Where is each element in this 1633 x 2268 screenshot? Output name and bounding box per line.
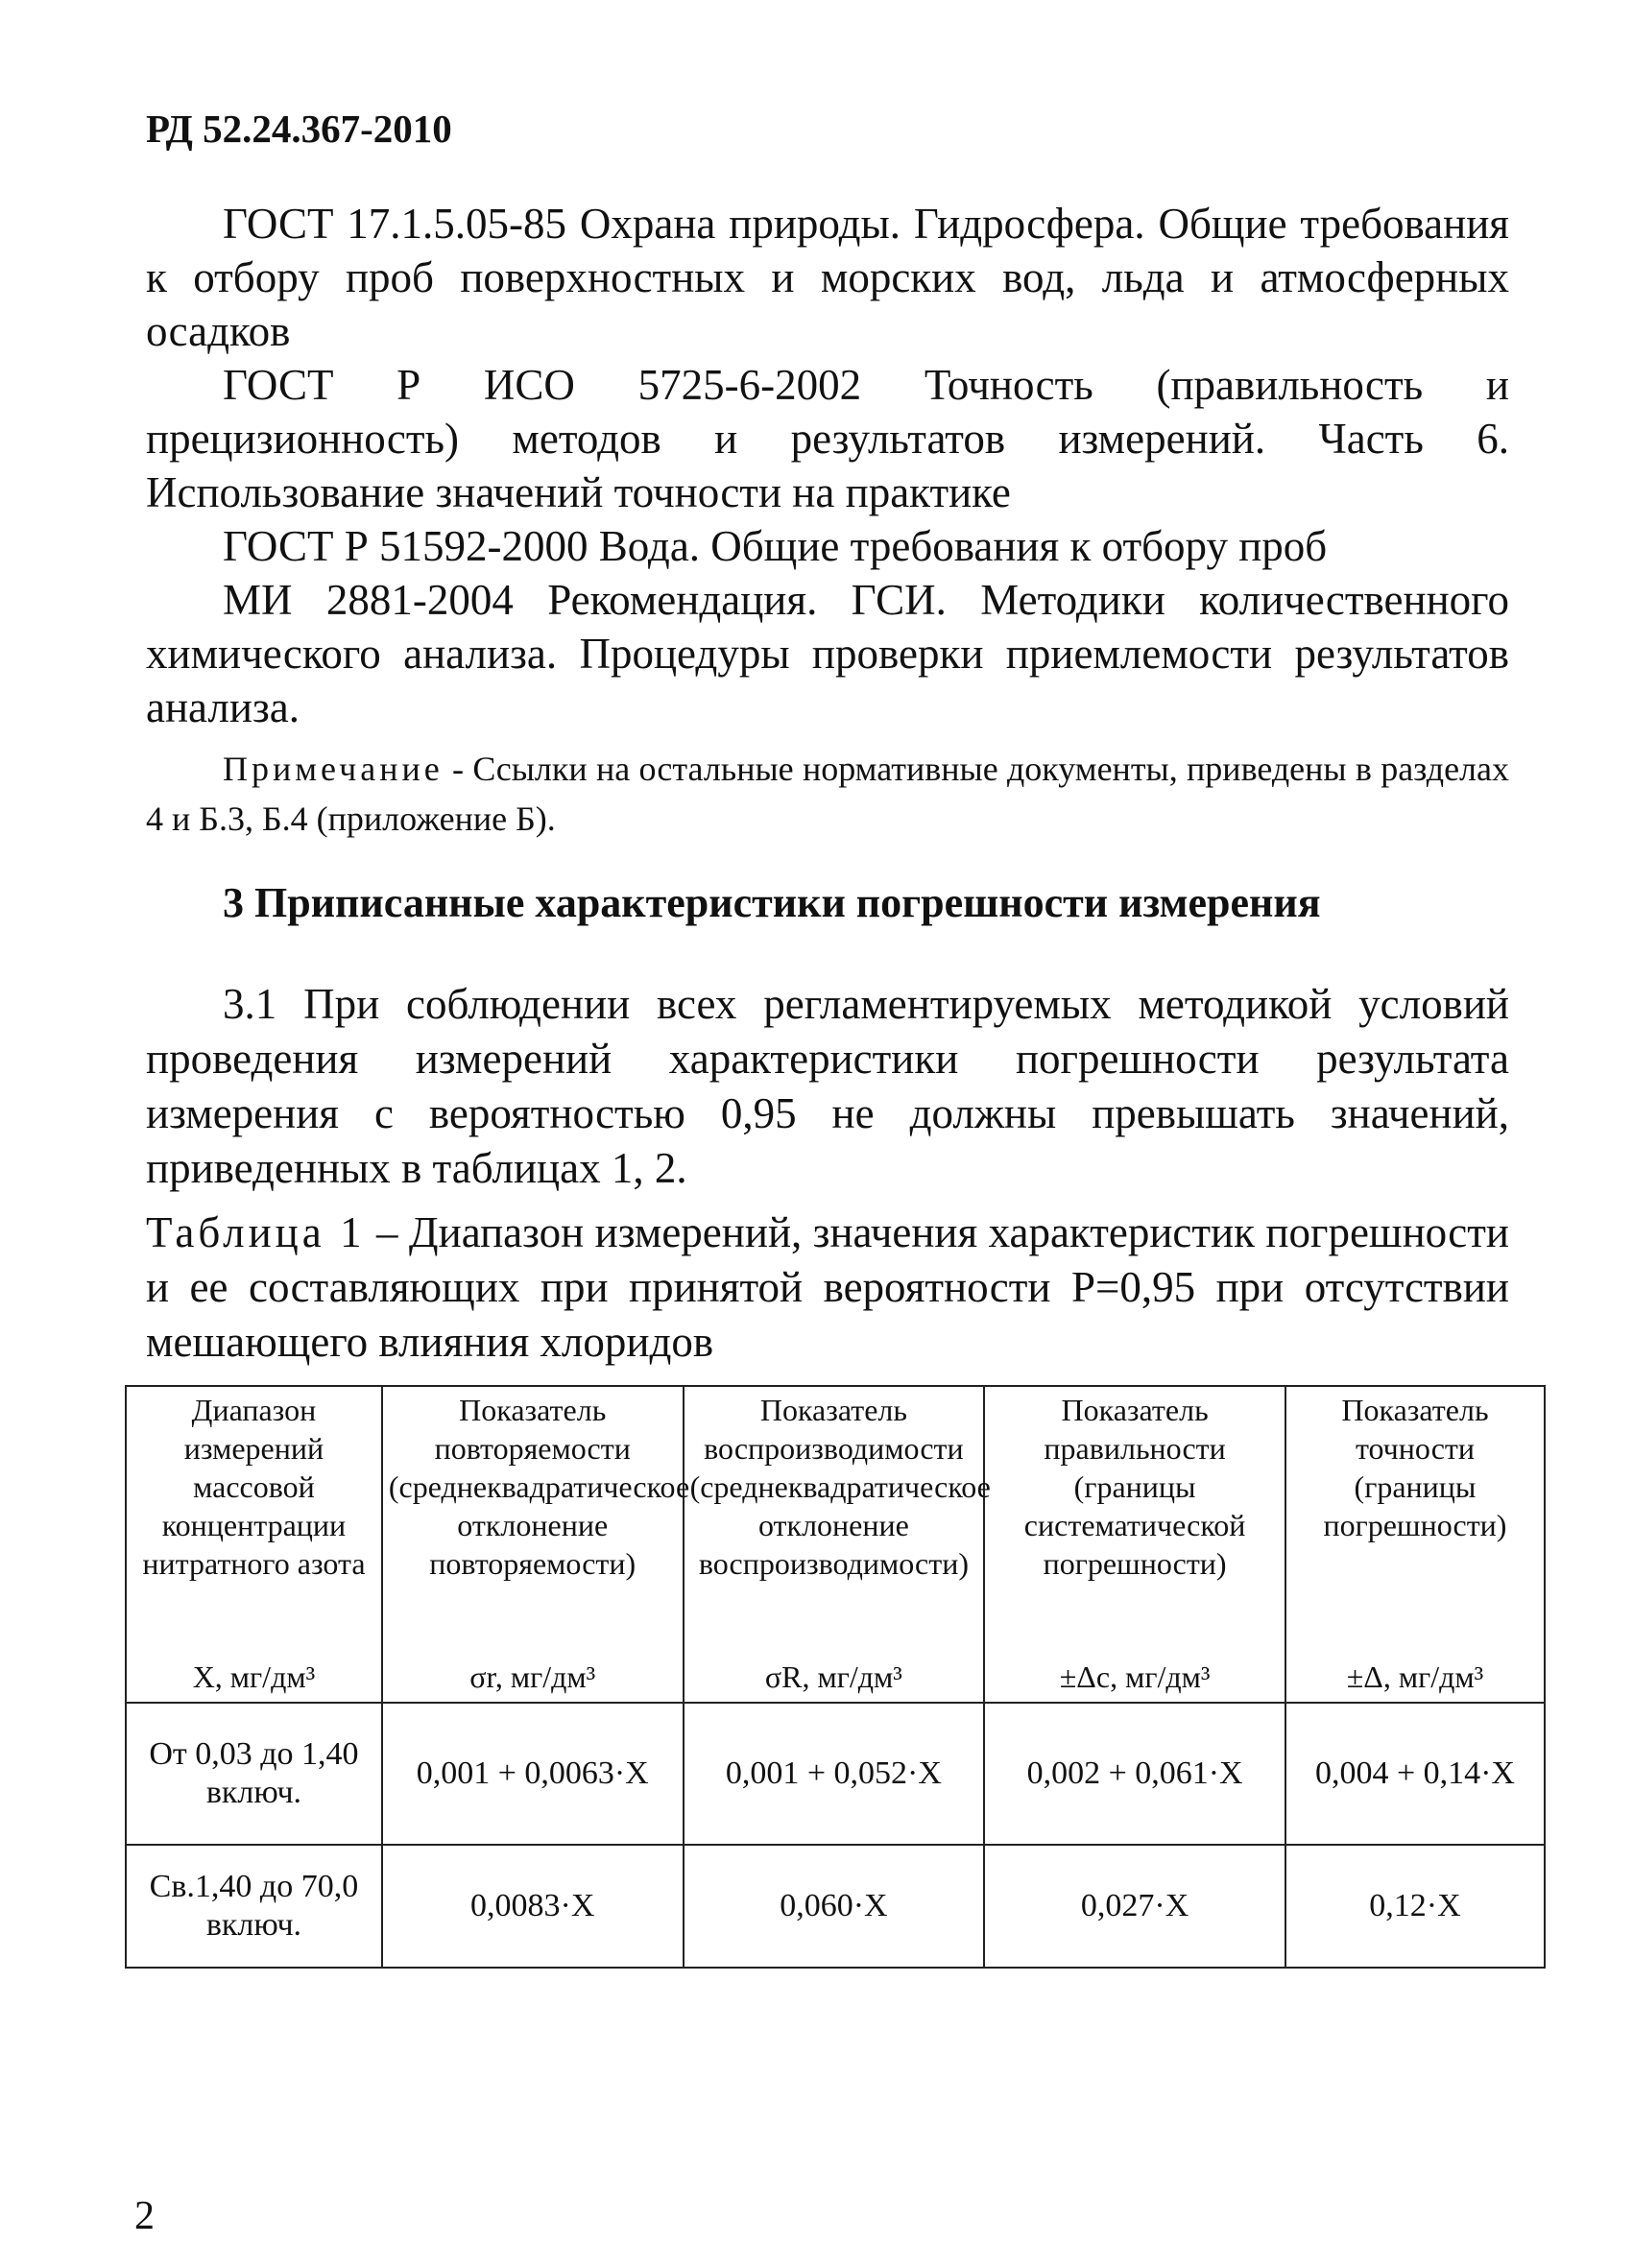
table-cell: От 0,03 до 1,40 включ. (126, 1703, 382, 1845)
normative-references (146, 197, 1509, 734)
header-text: Диапазон измерений массовой концентрации нитратного азота (142, 1393, 366, 1581)
note (146, 744, 1509, 844)
table-cell: 0,060·Х (684, 1845, 985, 1968)
header-text: Показатель точности (границы погрешности) (1323, 1393, 1507, 1542)
table-cell: 0,027·Х (984, 1845, 1285, 1968)
table-cell: Св.1,40 до 70,0 включ. (126, 1845, 382, 1968)
table-cell: 0,001 + 0,052·Х (684, 1703, 985, 1845)
page-number: 2 (134, 2194, 155, 2238)
table-cell: 0,001 + 0,0063·Х (382, 1703, 684, 1845)
header-unit: ±Δc, мг/дм³ (1059, 1659, 1211, 1694)
reference-item: ГОСТ 17.1.5.05-85 Охрана природы. Гидросфера. Общие требования к отбору проб поверхностных и морских вод, льда и атмосферных осадков (146, 200, 1509, 355)
header-unit: σr, мг/дм³ (469, 1659, 596, 1694)
reference-item: ГОСТ Р ИСО 5725-6-2002 Точность (правильность и прецизионность) методов и результатов измерений. Часть 6. Использование значений точности на практике (146, 361, 1509, 516)
section-title: 3 Приписанные характеристики погрешности измерения (223, 879, 1321, 926)
table-header-cell (984, 1386, 1285, 1703)
table-caption-label: Таблица 1 (146, 1208, 366, 1256)
header-unit: Х, мг/дм³ (192, 1659, 316, 1694)
table-cell: 0,002 + 0,061·Х (984, 1703, 1285, 1845)
reference-item: ГОСТ Р 51592-2000 Вода. Общие требования к отбору проб (223, 522, 1328, 570)
header-text: Показатель повторяемости (среднеквадратическое отклонение повторяемости) (388, 1393, 690, 1581)
table-cell: 0,12·Х (1285, 1845, 1545, 1968)
header-text: Показатель правильности (границы систематической погрешности) (1023, 1393, 1246, 1581)
document-code: РД 52.24.367-2010 (146, 107, 452, 151)
table-header-cell (382, 1386, 690, 1703)
table-header-cell (1285, 1386, 1545, 1703)
table-caption (146, 1206, 1509, 1370)
table-cell: 0,0083·Х (382, 1845, 684, 1968)
reference-item: МИ 2881-2004 Рекомендация. ГСИ. Методики количественного химического анализа. Процедуры проверки приемлемости результатов анализа. (146, 576, 1509, 731)
header-text: Показатель воспроизводимости (среднеквадратическое отклонение воспроизводимости) (689, 1393, 991, 1581)
table-cell: 0,004 + 0,14·Х (1285, 1703, 1545, 1845)
table-header-cell (684, 1386, 991, 1703)
table-header-cell (126, 1386, 382, 1703)
table-row (126, 1845, 1545, 1968)
header-unit: σR, мг/дм³ (764, 1659, 902, 1694)
table-row (126, 1703, 1545, 1845)
note-text: - Ссылки на остальные нормативные документы, приведены в разделах 4 и Б.3, Б.4 (приложение Б). (146, 750, 1509, 838)
note-label: Примечание (223, 750, 444, 788)
accuracy-table (125, 1385, 1546, 1969)
paragraph-3-1: 3.1 При соблюдении всех регламентируемых методикой условий проведения измерений характеристики погрешности результата измерения с вероятностью 0,95 не должны превышать значений, приведенных в таблицах 1, 2. (146, 980, 1509, 1192)
header-unit: ±Δ, мг/дм³ (1346, 1659, 1484, 1694)
table-caption-text: – Диапазон измерений, значения характеристик погрешности и ее составляющих при принятой вероятности Р=0,95 при отсутствии мешающего влияния хлоридов (146, 1208, 1509, 1366)
